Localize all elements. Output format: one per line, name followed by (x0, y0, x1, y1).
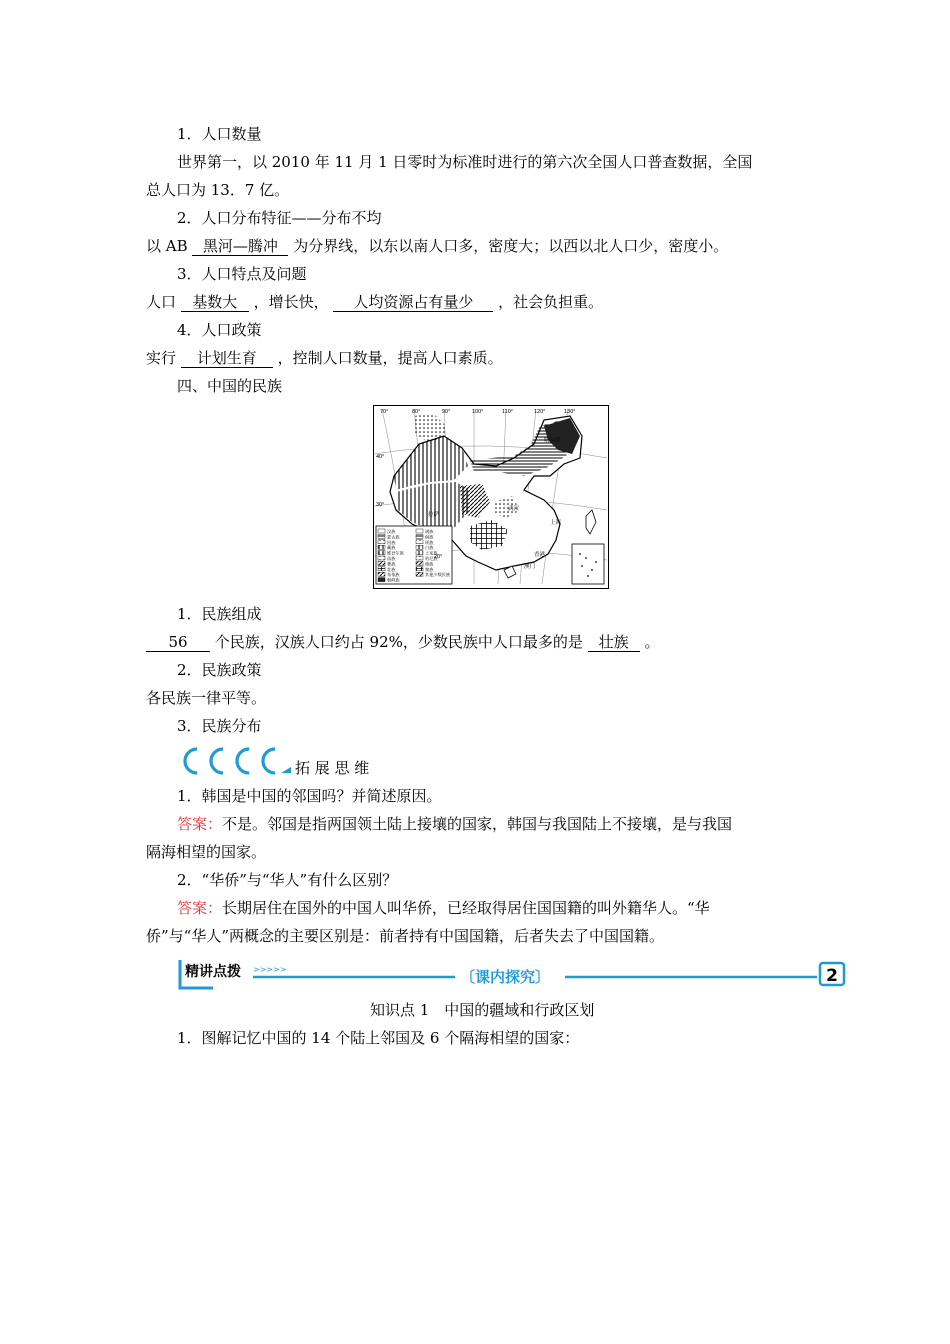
answer-1-line-2: 隔海相望的国家。 (146, 843, 267, 861)
heading-population-policy: 4．人口政策 (177, 321, 262, 339)
legend-label: 苗族 (387, 556, 396, 561)
legend-label: 土家族 (425, 550, 438, 556)
knowledge-point-title: 知识点 1 中国的疆域和行政区划 (370, 1001, 595, 1019)
latitude-label: 40° (376, 454, 385, 460)
legend-swatch (416, 551, 423, 555)
place-label: 上海 (550, 520, 562, 526)
text-fragment: 为分界线，以东以南人口多，密度大；以西以北人口少，密度小。 (293, 237, 729, 255)
legend-swatch (378, 561, 385, 565)
fill-blank-answer: 计划生育 (181, 349, 273, 368)
region-kazakh (414, 414, 446, 442)
longitude-label: 130° (564, 409, 576, 415)
expand-thinking-banner (177, 745, 407, 777)
paragraph-ethnic-composition (146, 632, 659, 652)
legend-swatch (378, 572, 385, 576)
legend-label: 布依族 (387, 572, 400, 578)
heading-ethnic-composition: 1．民族组成 (177, 605, 262, 623)
text-fragment: 个民族，汉族人口约占 92%，少数民族中人口最多的是 (214, 633, 583, 651)
legend-swatch (378, 545, 385, 549)
text-fragment: 以 AB (146, 237, 188, 255)
place-label: 哈尔滨 (544, 438, 561, 444)
legend-label: 侗族 (425, 534, 434, 540)
text-fragment: 人口 (146, 293, 177, 311)
legend-swatch (378, 529, 385, 533)
answer-text: 长期居住在国外的中国人叫华侨，已经取得居住国国籍的叫外籍华人。“华 (222, 899, 710, 917)
triangle-marker-icon (281, 767, 291, 773)
paragraph-population-features (146, 292, 603, 312)
longitude-label: 100° (472, 409, 484, 415)
paragraph-population-count-1: 世界第一，以 2010 年 11 月 1 日零时为标准时进行的第六次全国人口普查数据，全国 (177, 153, 753, 171)
legend-swatch (416, 556, 423, 560)
question-1: 1．韩国是中国的邻国吗？并简述原因。 (177, 787, 442, 805)
legend-label: 瑶族 (425, 539, 434, 545)
heading-population-count: 1．人口数量 (177, 125, 262, 143)
taiwan-island (586, 510, 596, 534)
heading-population-features: 3．人口特点及问题 (177, 265, 307, 283)
longitude-label: 120° (534, 409, 546, 415)
legend-swatch (378, 540, 385, 544)
legend-label: 其他少数民族 (425, 572, 451, 578)
fill-blank-answer: 人均资源占有量少 (333, 293, 493, 312)
section-banner (177, 956, 847, 992)
legend-label: 汉族 (387, 529, 396, 534)
legend-label: 维吾尔族 (387, 550, 404, 556)
text-fragment: 实行 (146, 349, 177, 367)
legend-swatch (416, 534, 423, 538)
map-figure (374, 406, 607, 587)
legend-swatch (416, 567, 423, 571)
paragraph-population-distribution (146, 236, 728, 256)
answer-2-line-1 (177, 898, 710, 918)
longitude-labels (380, 409, 575, 415)
answer-2-line-2: 侨”与“华人”两概念的主要区别是：前者持有中国国籍，后者失去了中国国籍。 (146, 927, 665, 945)
paragraph-population-count-2: 总人口为 13．7 亿。 (146, 181, 290, 199)
fill-blank-answer: 壮族 (588, 633, 640, 652)
legend-label: 藏族 (387, 545, 396, 551)
crescent-icon (185, 749, 275, 773)
latitude-label: 30° (376, 502, 385, 508)
place-label: 澳门 (524, 564, 536, 570)
text-fragment: ，增长快， (253, 293, 329, 311)
banner-center-label: 〔课内探究〕 (460, 968, 551, 986)
south-sea-inset (572, 544, 604, 584)
answer-1-line-1 (177, 814, 732, 834)
question-2: 2．“华侨”与“华人”有什么区别？ (177, 871, 398, 889)
legend-label: 回族 (387, 539, 396, 545)
legend-label: 朝鲜族 (387, 577, 400, 583)
legend-swatch (416, 529, 423, 533)
expand-thinking-label: 拓 展 思 维 (295, 759, 370, 777)
longitude-label: 90° (442, 409, 451, 415)
ethnic-distribution-map (373, 405, 609, 589)
text-fragment: 。 (644, 633, 660, 651)
legend-swatch (378, 534, 385, 538)
heading-ethnic-policy: 2．民族政策 (177, 661, 262, 679)
answer-label: 答案： (177, 815, 223, 833)
fill-blank-answer: 黑河—腾冲 (192, 237, 288, 256)
legend-label: 蒙古族 (387, 534, 400, 540)
legend-label: 白族 (425, 545, 434, 551)
legend-swatch (416, 540, 423, 544)
text-fragment: ，社会负担重。 (498, 293, 604, 311)
legend-swatch (416, 572, 423, 576)
place-label: 拉萨 (428, 512, 440, 518)
longitude-label: 110° (502, 409, 513, 415)
paragraph-ethnic-policy: 各民族一律平等。 (146, 689, 267, 707)
legend-label: 满族 (425, 529, 434, 534)
banner-number: 2 (826, 966, 838, 986)
latitude-label: 20° (434, 554, 443, 560)
longitude-label: 70° (380, 409, 389, 415)
legend-swatch (416, 545, 423, 549)
answer-text: 不是。邻国是指两国领土陆上接壤的国家，韩国与我国陆上不接壤，是与我国 (222, 815, 733, 833)
heading-population-distribution: 2．人口分布特征——分布不均 (177, 209, 382, 227)
legend-label: 傣族 (425, 561, 434, 567)
expand-thinking-graphic (177, 745, 407, 777)
legend-swatch (378, 578, 385, 582)
legend-label: 壮族 (387, 566, 396, 572)
legend-swatch (378, 556, 385, 560)
legend-label: 黎族 (425, 566, 434, 572)
legend-swatch (378, 567, 385, 571)
place-label: 香港 (534, 552, 546, 558)
section-title-ethnic-groups: 四、中国的民族 (177, 377, 283, 395)
heading-ethnic-distribution: 3．民族分布 (177, 717, 262, 735)
legend-swatch (416, 561, 423, 565)
knowledge-item-1: 1．图解记忆中国的 14 个陆上邻国及 6 个隔海相望的国家： (177, 1029, 580, 1047)
longitude-label: 80° (412, 409, 421, 415)
fill-blank-answer: 56 (146, 633, 210, 652)
place-label: 武汉 (508, 506, 520, 512)
legend-label: 哈尼族 (425, 556, 438, 561)
legend-swatch (378, 551, 385, 555)
banner-left-label: 精讲点拨 (185, 964, 241, 980)
banner-arrows: >>>>> (253, 965, 287, 974)
fill-blank-answer: 基数大 (181, 293, 249, 312)
answer-label: 答案： (177, 899, 223, 917)
legend-label: 彝族 (387, 561, 396, 567)
section-banner-graphic (177, 956, 847, 992)
text-fragment: ，控制人口数量，提高人口素质。 (277, 349, 503, 367)
paragraph-population-policy (146, 348, 503, 368)
